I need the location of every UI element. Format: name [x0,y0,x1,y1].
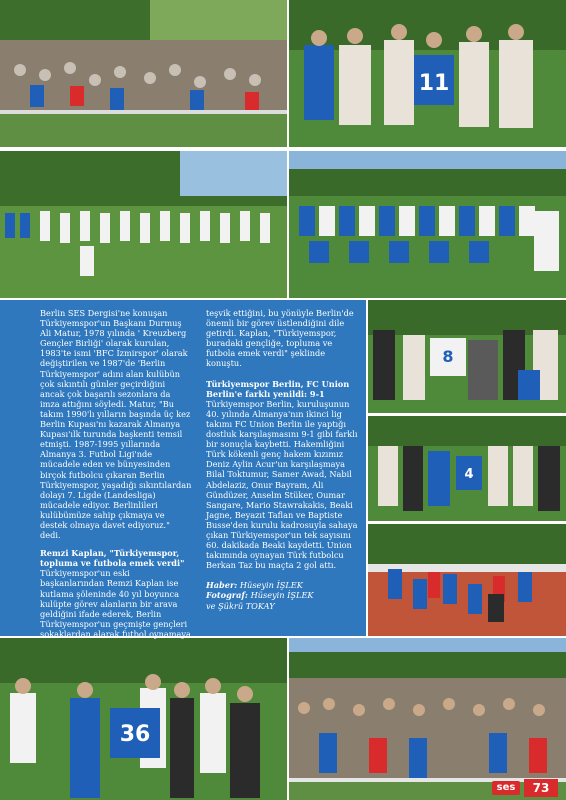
jersey-number-4: 4 [464,467,474,482]
article-column-left [40,308,192,639]
jersey-number-11: 11 [418,71,450,96]
section-heading-remzi-kaplan: Remzi Kaplan, "Türkiyemspor, topluma ve futbola emek verdi" [40,548,185,569]
article-paragraph-kaplan: Türkiyemspor'un eski başkanlarından Remzi Kaplan ise kutlama şöleninde 40 yıl boyunca kulüpte görev alanların bir arava geldiğini ifade ederek, Berlin Türkiyemspor'un geçmişte gençleri sokaklardan alarak futbol oynamaya [40,568,191,639]
article-paragraph-intro: Berlin SES Dergisi'ne konuşan Türkiyemspor'un Başkanı Durmuş Ali Matur, 1978 yılında ' Kreuzberg Gençler Birliği' olarak kurulan, 1983'te ismi 'BFC İzmirspor' olarak değiştirilen ve 1987'de 'Berlin Türkiyemspor' adını alan kulübün çok sıkıntılı günler geçirdiğini ancak çok başarılı sezonlara da imza attığını söyledi. Matur, "Bu takım 1990'lı yılların başında üç kez Berlin Kupası'nı kazarak Almanya Kupası'ılk turunda başkenti temsil etmişti. 1987-1995 yıllarında Almanya 3. Futbol Ligi'nde mücadele eden ve bünyesinden birçok futbolcu çıkaran Berlin Türkiyemspor, yaşadığı sıkıntılardan dolayı 7. Ligde (Landesliga) mücadele ediyor. Berlinlileri kulübümüze sahip çıkmaya ve destek olmaya davet ediyoruz." dedi. [40,308,192,541]
jersey-number-8: 8 [442,347,454,366]
jersey-number-36: 36 [119,722,151,747]
photo-spectators-stand [0,0,287,147]
section-heading-match-result: Türkiyemspor Berlin, FC Union Berlin'e farklı yenildi: 9-1 [206,378,350,399]
photo-crowd-seated [289,638,566,800]
photo-jersey-presentation-36 [0,638,287,800]
photo-officials-group [368,416,566,521]
article-text-panel [0,300,366,639]
article-paragraph-kaplan-cont: teşvik ettiğini, bu yönüyle Berlin'de önemli bir görev üstlendiğini dile getirdi. Kaplan, "Türkiyemspor, buradaki gençliğe, topluma ve futbola emek verdi" şeklinde konuştu. [206,308,354,369]
credit-photo-second: ve Şükrü TOKAY [206,600,275,611]
photo-team-group [289,151,566,298]
photo-team-applause [0,151,287,298]
photo-jersey-presentation-8 [368,300,566,413]
magazine-logo: ses [492,781,520,795]
article-paragraph-match: Türkiyemspor Berlin, kuruluşunun 40. yılında Almanya'nın ikinci lig takımı FC Union Berlin ile yaptığı dostluk karşılaşmasını 9-1 gibi farklı bir sonuçla kaybetti. Hakemliğini Türk kökenli genç hakem kızımız Deniz Aylin Acur'un karşılaşmaya Bilal Toktumur, Samer Awad, Nabil Abdelaziz, Onur Bayram, Ali Gündüzer, Anselm Stüker, Oumar Sangare, Mario Stawrakakis, Beaki Jagne, Beyazıt Taflan ve Baptiste Busse'den kurulu kadrosuyla sahaya çıkan Türkiyemspor'un tek sayısını 60. dakikada Beaki kaydetti. Union takımında oynayan Türk futbolcu Berkan Taz bu maçta 2 gol attı. [206,398,358,571]
credit-news: Haber: Hüseyin İŞLEK [206,580,303,591]
photo-match-action [368,524,566,636]
credit-photo: Fotograf: Hüseyin İŞLEK [206,590,314,601]
photo-jersey-presentation-11 [289,0,566,147]
page-footer [486,778,566,800]
page-number: 73 [524,779,558,797]
article-column-right [206,308,358,611]
